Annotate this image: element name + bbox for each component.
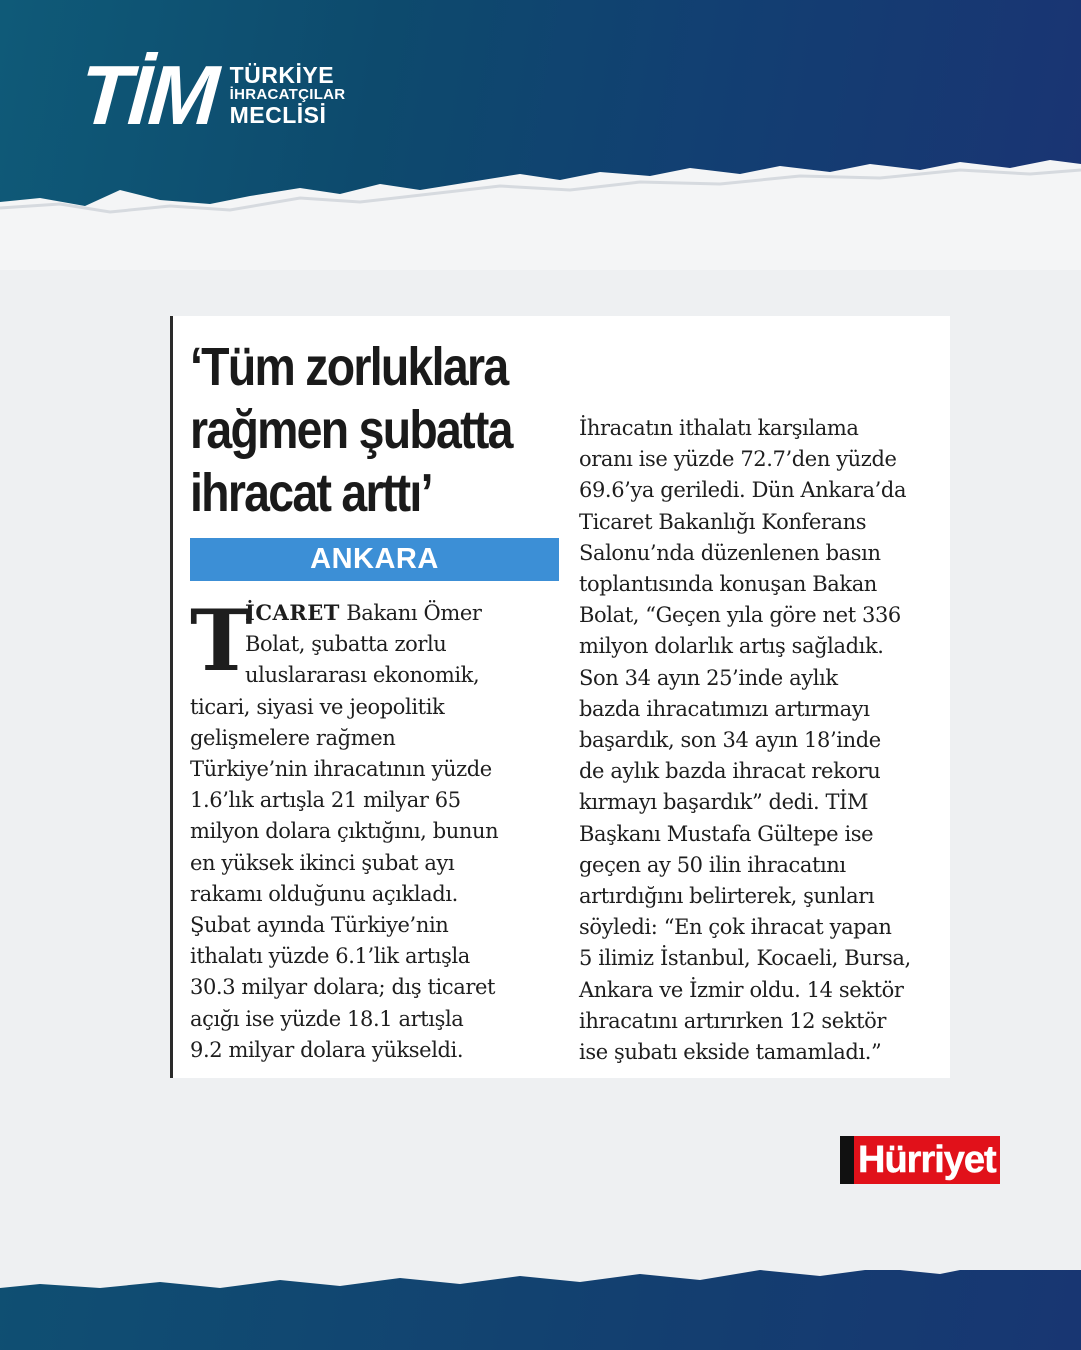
body-line: Salonu’nda düzenlenen basın <box>579 540 881 565</box>
body-line: Bolat, şubatta zorlu <box>245 632 447 657</box>
article-body-left <box>190 591 560 1066</box>
hurriyet-logo-text: Hürriyet <box>854 1136 1000 1184</box>
logo-mark: TİM <box>76 48 219 142</box>
hurriyet-logo <box>840 1134 1030 1186</box>
tim-logo <box>76 48 346 142</box>
body-line: milyon dolarlık artış sağladık. <box>579 634 884 659</box>
logo-line-2: İHRACATÇILAR <box>229 86 346 104</box>
body-line: söyledi: “En çok ihracat yapan <box>579 915 892 940</box>
body-line: gelişmelere rağmen <box>190 725 396 750</box>
body-line: Ankara ve İzmir oldu. 14 sektör <box>579 977 904 1002</box>
body-line: 30.3 milyar dolara; dış ticaret <box>190 975 496 1000</box>
hurriyet-logo-block <box>840 1136 854 1184</box>
headline-line: ihracat arttı’ <box>190 463 432 523</box>
body-line: Türkiye’nin ihracatının yüzde <box>190 757 492 782</box>
headline-line: ‘Tüm zorluklara <box>190 337 508 397</box>
body-line: ise şubatı ekside tamamladı.” <box>579 1040 882 1065</box>
body-line: en yüksek ikinci şubat ayı <box>190 850 455 875</box>
article-body-right <box>579 413 951 1068</box>
body-line: açığı ise yüzde 18.1 artışla <box>190 1006 464 1031</box>
body-line: 9.2 milyar dolara yükseldi. <box>190 1037 464 1062</box>
body-line: de aylık bazda ihracat rekoru <box>579 759 881 784</box>
logo-line-3: MECLİSİ <box>229 101 327 128</box>
body-line: Başkanı Mustafa Gültepe ise <box>579 821 874 846</box>
body-line: bazda ihracatımızı artırmayı <box>579 696 870 721</box>
body-line: kırmayı başardık” dedi. TİM <box>579 790 869 815</box>
logo-line-1: TÜRKİYE <box>229 61 335 88</box>
body-line: Ticaret Bakanlığı Konferans <box>579 509 867 534</box>
body-line: 69.6’ya geriledi. Dün Ankara’da <box>579 478 907 503</box>
newspaper-clipping <box>170 316 950 1078</box>
body-line: ihracatını artırırken 12 sektör <box>579 1008 887 1033</box>
body-line: Şubat ayında Türkiye’nin <box>190 913 449 938</box>
headline-line: rağmen şubatta <box>190 400 512 460</box>
body-line: rakamı olduğunu açıkladı. <box>190 881 458 906</box>
body-line: 5 ilimiz İstanbul, Kocaeli, Bursa, <box>579 946 911 971</box>
body-line: toplantısında konuşan Bakan <box>579 572 877 597</box>
body-line: artırdığını belirterek, şunları <box>579 884 875 909</box>
body-line: Bolat, “Geçen yıla göre net 336 <box>579 603 901 628</box>
body-line: başardık, son 34 ayın 18’inde <box>579 728 881 753</box>
body-line: 1.6’lık artışla 21 milyar 65 <box>190 788 461 813</box>
body-line: milyon dolara çıktığını, bunun <box>190 819 499 844</box>
body-line: ticari, siyasi ve jeopolitik <box>190 694 445 719</box>
torn-paper-edge-bottom <box>0 1230 1081 1290</box>
body-line: uluslararası ekonomik, <box>245 663 480 688</box>
body-line: ithalatı yüzde 6.1’lik artışla <box>190 944 470 969</box>
logo-wordmark <box>230 63 346 127</box>
torn-paper-edge-top <box>0 160 1081 270</box>
body-line: geçen ay 50 ilin ihracatını <box>579 852 846 877</box>
body-line: Son 34 ayın 25’inde aylık <box>579 665 838 690</box>
drop-cap: T <box>190 591 253 690</box>
left-column <box>190 316 560 1062</box>
body-line-text: Bakanı Ömer <box>339 601 482 625</box>
article-headline <box>190 336 512 525</box>
body-line: oranı ise yüzde 72.7’den yüzde <box>579 447 897 472</box>
lead-word: İCARET <box>245 600 340 625</box>
body-line: İhracatın ithalatı karşılama <box>579 416 859 440</box>
dateline-bar: ANKARA <box>190 538 559 581</box>
